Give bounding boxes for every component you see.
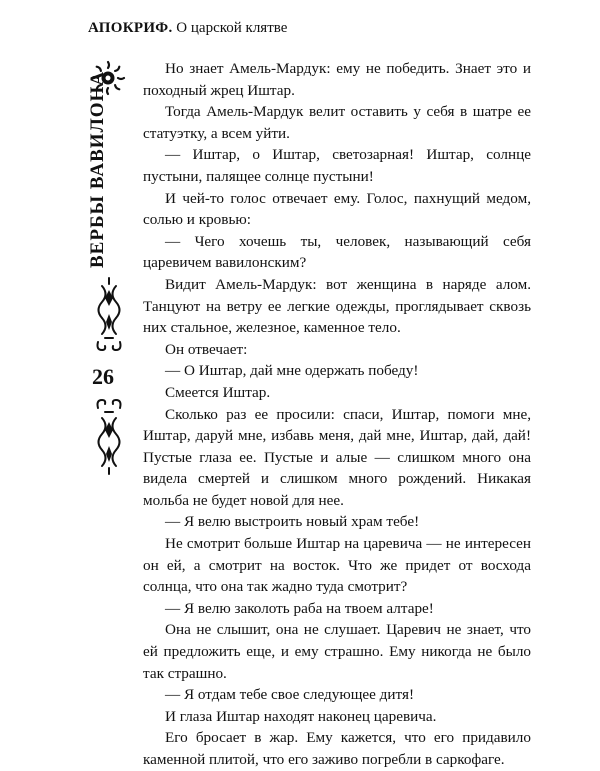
paragraph: И чей-то голос отвечает ему. Голос, пахнущий медом, солью и кровью: [143, 189, 531, 229]
paragraph: Тогда Амель-Мардук велит оставить у себя в шатре ее статуэтку, а всем уйти. [143, 103, 531, 142]
book-section-title: АПОКРИФ. [88, 20, 173, 36]
paragraph: Его бросает в жар. Ему кажется, что его придавило каменной плитой, что его заживо погребли в саркофаге. [143, 729, 531, 768]
chapter-subtitle: О царской клятве [176, 20, 288, 36]
running-head [88, 20, 287, 37]
page-number: 26 [92, 364, 114, 389]
paragraph: Видит Амель-Мардук: вот женщина в наряде алом. Танцуют на ветру ее легкие одежды, проглядывает сквозь них стальное, железное, каменное тело. [143, 275, 531, 337]
body-text [143, 58, 531, 771]
scroll-ornament-icon [94, 394, 124, 476]
paragraph: — О Иштар, дай мне одержать победу! [165, 362, 419, 380]
paragraph: Смеется Иштар. [165, 383, 271, 401]
paragraph: Не смотрит больше Иштар на царевича — не интересен он ей, а смотрит на восток. Что же придет от восхода солнца, что она так жадно туда смотрит? [143, 535, 531, 596]
paragraph: — Чего хочешь ты, человек, называющий себя царевичем вавилонским? [143, 232, 531, 272]
paragraph: — Я велю выстроить новый храм тебе! [165, 513, 420, 531]
paragraph: — Иштар, о Иштар, светозарная! Иштар, солнце пустыни, палящее солнце пустыни! [143, 146, 531, 185]
paragraph: — Я велю заколоть раба на твоем алтаре! [165, 599, 434, 617]
paragraph: — Я отдам тебе свое следующее дитя! [165, 686, 415, 704]
paragraph: Она не слышит, она не слушает. Царевич не знает, что ей предложить еще, и ему страшно. Ему никогда не было так страшно. [143, 621, 531, 682]
paragraph: Он отвечает: [165, 340, 248, 358]
paragraph: Сколько раз ее просили: спаси, Иштар, помоги мне, Иштар, даруй мне, избавь меня, дай мне, Иштар, дай, дай! Пустые глаза ее. Пустые и алые — слишком много она видела смертей и слишком много рождений. Никакая мольба не будет новой для нее. [143, 405, 531, 509]
book-vertical-title: ВЕРБЫ ВАВИЛОНА [87, 70, 108, 268]
paragraph: И глаза Иштар находят наконец царевича. [165, 707, 437, 725]
scroll-ornament-icon [94, 276, 124, 358]
paragraph: Но знает Амель-Мардук: ему не победить. Знает это и походный жрец Иштар. [143, 60, 531, 99]
